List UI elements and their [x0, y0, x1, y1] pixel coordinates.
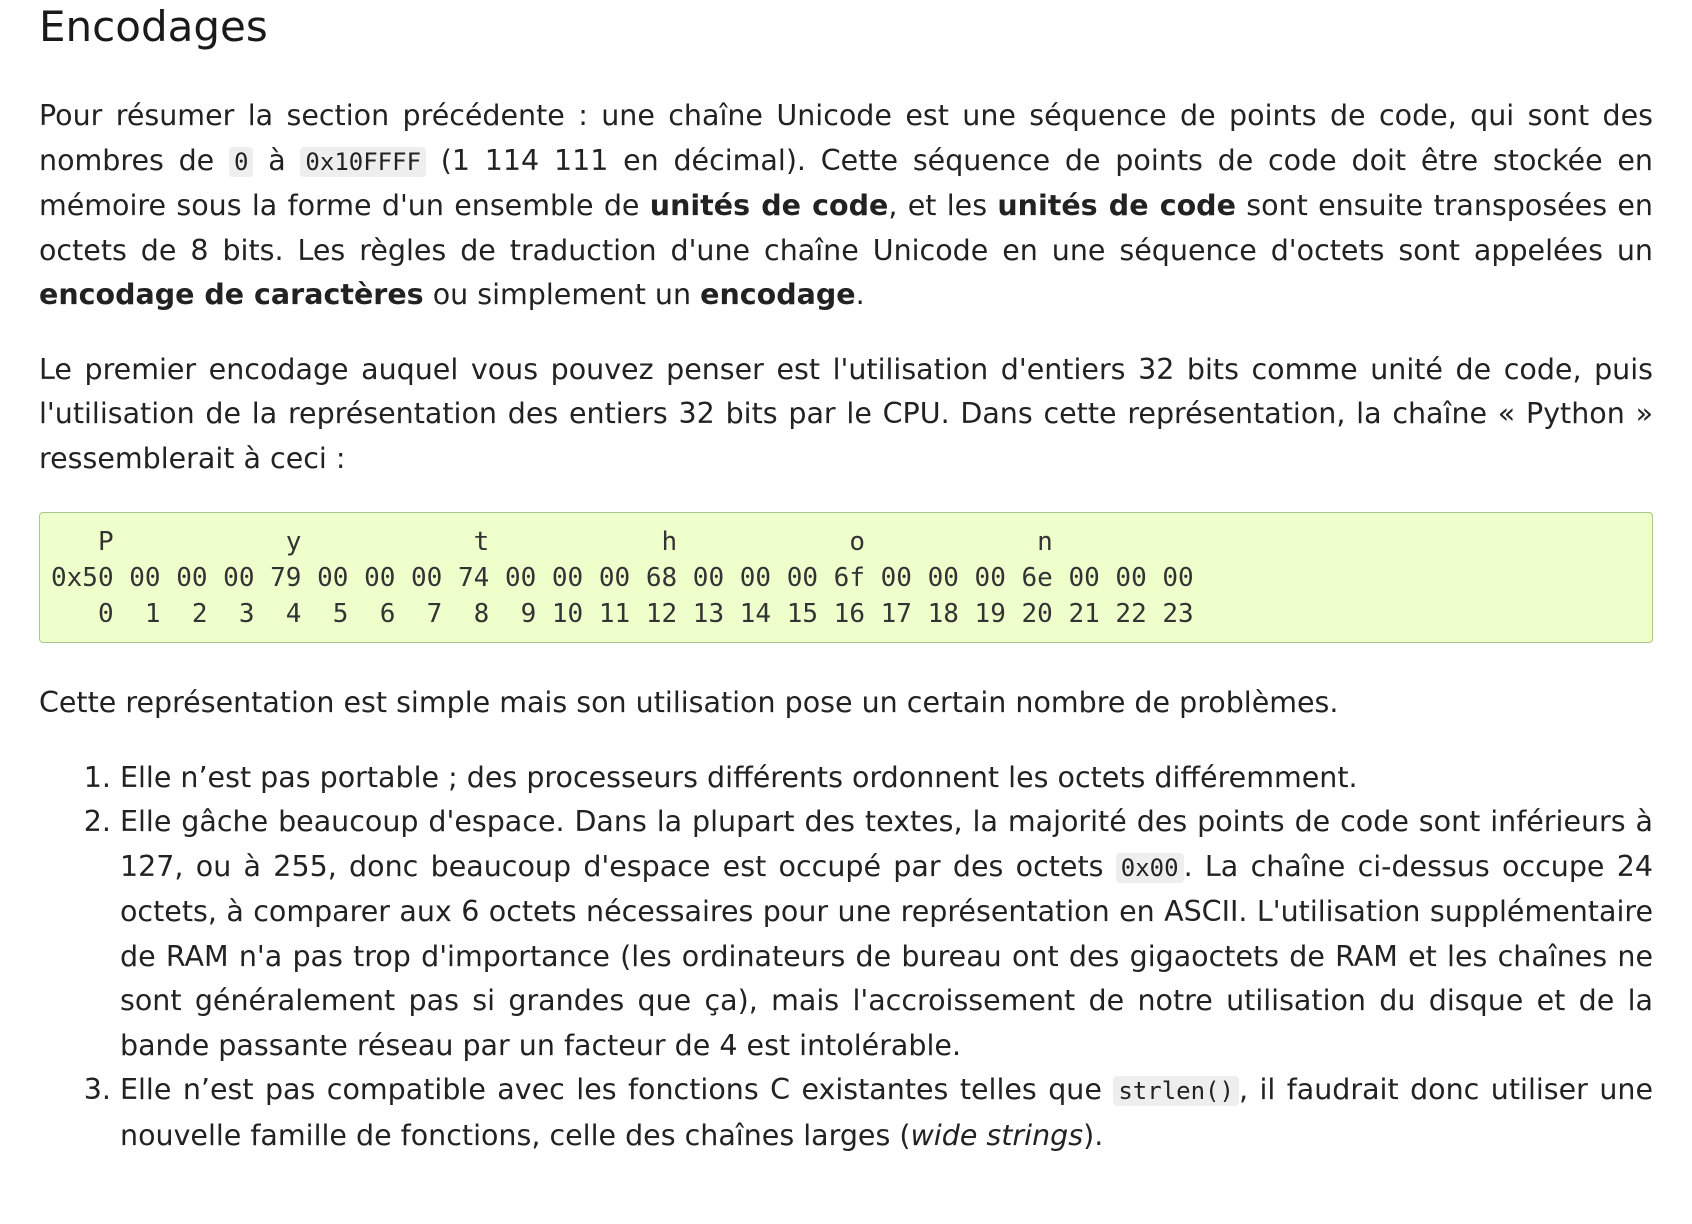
list-item [120, 756, 1653, 801]
text-span: Pour résumer la section précédente : une chaîne Unicode est une séquence de points de code, qui sont des nombres de [39, 99, 1653, 177]
inline-code: 0 [229, 147, 253, 177]
list-item [120, 800, 1653, 1068]
text-span: Elle n’est pas portable ; des processeurs différents ordonnent les octets différemment. [120, 760, 1358, 794]
text-span: Elle gâche beaucoup d'espace. Dans la plupart des textes, la majorité des points de code sont inférieurs à 127, ou à 255, donc beaucoup d'espace est occupé par des octets [120, 805, 1653, 883]
inline-code: 0x00 [1116, 853, 1184, 883]
bold-term: encodage de caractères [39, 278, 424, 311]
list-item [120, 1068, 1653, 1158]
bold-term: unités de code [997, 189, 1236, 222]
encoding-paragraph: Le premier encodage auquel vous pouvez penser est l'utilisation d'entiers 32 bits comme unité de code, puis l'utilisation de la représentation des entiers 32 bits par le CPU. Dans cette représentation, la chaîne « Python » ressemblerait à ceci : [39, 352, 1653, 475]
code-block [39, 512, 1653, 643]
text-span: sont ensuite transposées en octets de 8 bits. Les règles de traduction d'une chaîne Unicode en une séquence d'octets sont appelées un [39, 189, 1653, 267]
problems-paragraph: Cette représentation est simple mais son utilisation pose un certain nombre de problèmes. [39, 686, 1339, 719]
code-line: 0 1 2 3 4 5 6 7 8 9 10 11 12 13 14 15 16 17 18 19 20 21 22 23 [51, 599, 1194, 629]
bold-term: encodage [700, 278, 856, 311]
page-title: Encodages [39, 2, 268, 51]
problems-list [39, 756, 1653, 1159]
inline-code: 0x10FFFF [300, 147, 426, 177]
text-span: Elle n’est pas compatible avec les fonctions C existantes telles que [120, 1073, 1114, 1106]
text-span: . [855, 278, 865, 311]
text-span: ou simplement un [423, 278, 701, 311]
text-span: à [253, 143, 301, 177]
text-span: , et les [888, 189, 998, 222]
text-span: ). [1083, 1118, 1104, 1152]
bold-term: unités de code [649, 189, 889, 222]
intro-paragraph [39, 94, 1653, 318]
code-line: 0x50 00 00 00 79 00 00 00 74 00 00 00 68 00 00 00 6f 00 00 00 6e 00 00 00 [51, 563, 1194, 593]
inline-code: strlen() [1113, 1076, 1239, 1106]
text-span: (1 114 111 en décimal). Cette séquence de points de code doit être stockée en mémoire sous la forme d'un ensemble de [39, 143, 1653, 222]
text-span: . La chaîne ci-dessus occupe 24 octets, à comparer aux 6 octets nécessaires pour une représentation en ASCII. L'utilisation supplémentaire de RAM n'a pas trop d'importance (les ordinateurs de bureau ont des gigaoctets de RAM et les chaînes ne sont généralement pas si grandes que ça), mais l'accroissement de notre utilisation du disque et de la bande passante réseau par un facteur de 4 est intolérable. [120, 849, 1654, 1062]
emphasis-text: wide strings [910, 1118, 1084, 1152]
text-span: , il faudrait donc utiliser une nouvelle famille de fonctions, celle des chaînes larges ( [120, 1073, 1653, 1152]
code-line: P y t h o n [51, 527, 1053, 557]
